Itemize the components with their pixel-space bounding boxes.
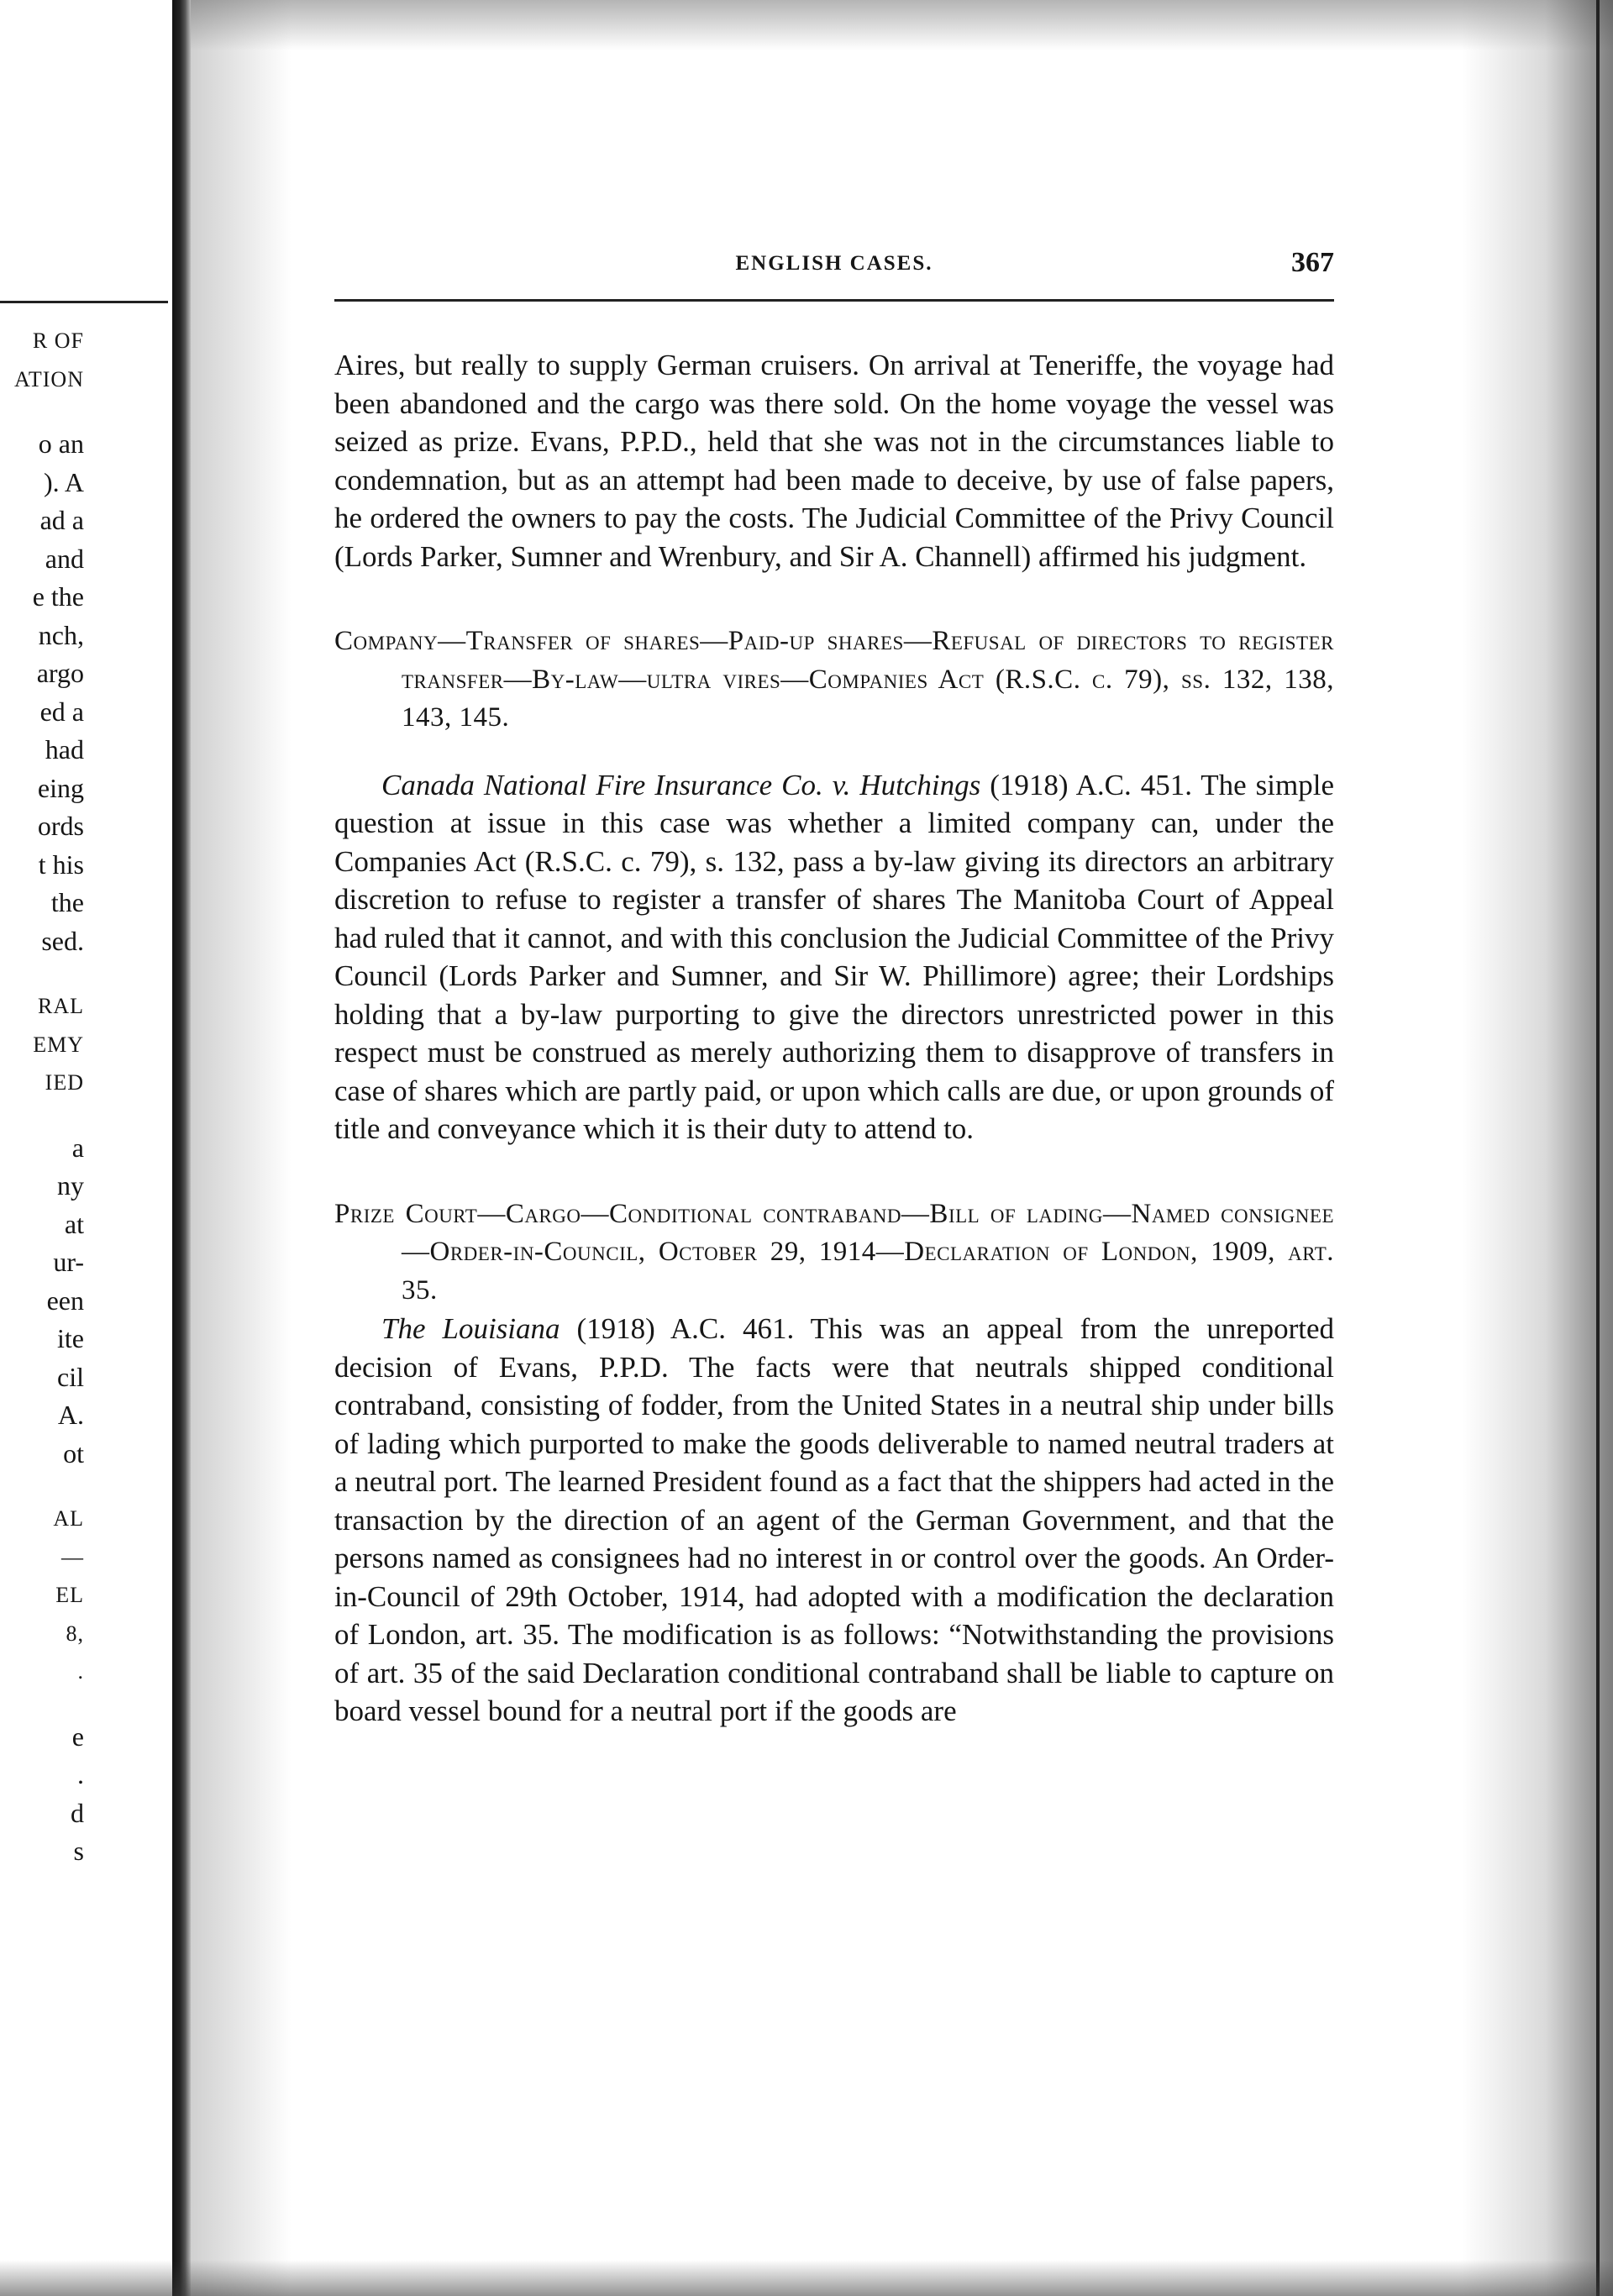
paragraph-canada-national-text: (1918) A.C. 451. The simple question at issue in this case was whether a limited company can, under the Companies Act (R.S.C. c. 79), s. 132, pass a by-law giving its directors an arbitrary discretion to refuse to register a transfer of shares The Manitoba Court of Appeal had ruled that it cannot, and with this conclusion the Judicial Committee of the Privy Council (Lords Parker and Sumner, and Sir W. Phillimore) agree; their Lordships holding that a by-law purporting to give the directors unrestricted power in this respect must be construed as merely authorizing them to disapprove of transfers in case of shares which are partly paid, or upon which calls are due, or upon grounds of title and conveyance which it is their duty to attend to. xyxy=(334,768,1334,1145)
left-heading-2: RAL EMY IED xyxy=(33,994,84,1095)
left-heading-1: R OF ATION xyxy=(14,328,84,391)
case-name-louisiana: The Louisiana xyxy=(381,1312,560,1345)
paragraph-louisiana-text: (1918) A.C. 461. This was an appeal from the unreported decision of Evans, P.P.D. The facts were that neutrals shipped conditional contraband, consisting of fodder, from the United States in a neutral ship under bills of lading which purported to make the goods deliverable to named neutral traders at a neutral port. The learned President found as a fact that the shippers had acted in the transaction by the direction of an agent of the German Government, and that the persons named as consignees had no interest in or control over the goods. An Order-in-Council of 29th October, 1914, had adopted with a modification the declaration of London, art. 35. The modification is as follows: “Notwithstanding the provisions of art. 35 of the said Declaration conditional contraband shall be liable to capture on board vessel bound for a neutral port if the goods are xyxy=(334,1312,1334,1727)
left-heading-3: AL — EL 8, . xyxy=(53,1506,84,1684)
scan-top-edge xyxy=(191,0,1613,50)
left-page-rule xyxy=(0,301,168,303)
page-number: 367 xyxy=(1291,247,1334,278)
left-block-2: a ny at ur- een ite cil A. ot xyxy=(46,1132,84,1468)
left-block-1: o an ). A ad a and e the nch, argo ed a had eing ords t his the sed. xyxy=(32,428,84,956)
book-gutter xyxy=(172,0,191,2296)
page-body xyxy=(334,346,1334,1731)
paragraph-louisiana xyxy=(334,1310,1334,1731)
header-rule xyxy=(334,299,1334,302)
scan-right-edge xyxy=(1462,0,1613,2296)
page-header xyxy=(334,247,1334,291)
section-heading-company: Company—Transfer of shares—Paid-up shares—Refusal of directors to register transfer—By-law—ultra vires—Companies Act (R.S.C. c. 79), ss. 132, 138, 143, 145. xyxy=(334,626,1334,733)
scan-bottom-edge xyxy=(0,2260,1613,2296)
left-page-fragment xyxy=(0,277,168,1898)
paragraph-continuation: Aires, but really to supply German cruisers. On arrival at Teneriffe, the voyage had been abandoned and the cargo was there sold. On the home voyage the vessel was seized as prize. Evans, P.P.D., held that she was not in the circumstances liable to condemnation, but as an attempt had been made to deceive, by use of false papers, he ordered the owners to pay the costs. The Judicial Committee of the Privy Council (Lords Parker, Sumner and Wrenbury, and Sir A. Channell) affirmed his judgment. xyxy=(334,349,1334,573)
running-head: ENGLISH CASES. xyxy=(735,252,933,275)
left-block-3: e . d s xyxy=(71,1721,84,1866)
paragraph-canada-national xyxy=(334,766,1334,1148)
case-name-canada-national: Canada National Fire Insurance Co. v. Hutchings xyxy=(381,768,981,801)
gutter-shadow xyxy=(191,0,292,2296)
scan-right-border xyxy=(1596,0,1600,2296)
section-heading-prize-court: Prize Court—Cargo—Conditional contraband—Bill of lading—Named consignee—Order-in-Council, October 29, 1914—Declaration of London, 1909, art. 35. xyxy=(334,1198,1334,1306)
